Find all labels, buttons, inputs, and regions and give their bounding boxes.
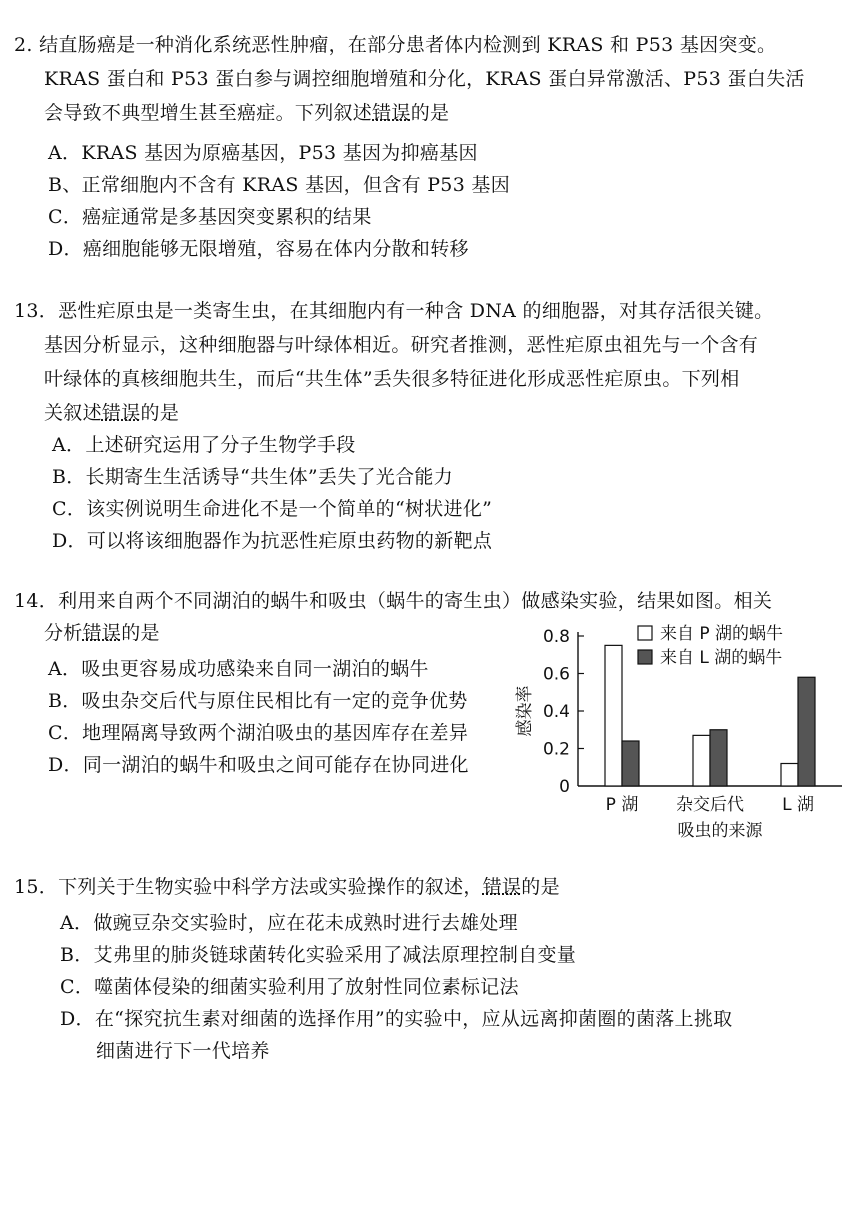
q14-stem-line-2 xyxy=(44,618,160,648)
q13-option-c[interactable]: C．该实例说明生命进化不是一个简单的“树状进化” xyxy=(52,498,493,520)
q12-stem-line-1: 2. 结直肠癌是一种消化系统恶性肿瘤，在部分患者体内检测到 KRAS 和 P53 基因突变。 xyxy=(14,34,777,56)
x-tick-label: L 湖 xyxy=(782,795,814,815)
y-tick-label: 0.8 xyxy=(542,627,570,647)
q13-option-a[interactable]: A．上述研究运用了分子生物学手段 xyxy=(52,434,356,456)
q15-option-a[interactable]: A．做豌豆杂交实验时，应在花未成熟时进行去雄处理 xyxy=(60,912,518,934)
q13-option-b[interactable]: B．长期寄生生活诱导“共生体”丢失了光合能力 xyxy=(52,466,453,488)
legend-swatch xyxy=(638,650,652,664)
q13-stem-text: 关叙述 xyxy=(44,402,102,424)
q12-stem-text: 会导致不典型增生甚至癌症。下列叙述 xyxy=(44,102,373,124)
bar-l-lake-snail xyxy=(798,677,815,786)
q13-stem-line-1: 13．恶性疟原虫是一类寄生虫，在其细胞内有一种含 DNA 的细胞器，对其存活很关键。 xyxy=(14,300,774,322)
q14-option-d[interactable]: D．同一湖泊的蜗牛和吸虫之间可能存在协同进化 xyxy=(48,754,469,776)
q13-option-d[interactable]: D．可以将该细胞器作为抗恶性疟原虫药物的新靶点 xyxy=(52,530,493,552)
y-tick-label: 0.2 xyxy=(542,739,570,760)
q13-stem-line-3: 叶绿体的真核细胞共生，而后“共生体”丢失很多特征进化形成恶性疟原虫。下列相 xyxy=(44,368,740,390)
q12-option-d[interactable]: D．癌细胞能够无限增殖，容易在体内分散和转移 xyxy=(48,238,469,260)
q14-option-c[interactable]: C．地理隔离导致两个湖泊吸虫的基因库存在差异 xyxy=(48,722,469,744)
q13-stem-end: 的是 xyxy=(140,402,180,424)
x-tick-label: P 湖 xyxy=(605,795,639,815)
q15-option-b[interactable]: B．艾弗里的肺炎链球菌转化实验采用了减法原理控制自变量 xyxy=(60,944,577,966)
q14-stem-end: 的是 xyxy=(121,622,160,644)
q15-option-d[interactable]: D．在“探究抗生素对细菌的选择作用”的实验中，应从远离抑菌圈的菌落上挑取 xyxy=(60,1008,733,1030)
legend-label: 来自 P 湖的蜗牛 xyxy=(660,624,784,644)
bar-p-lake-snail xyxy=(605,645,622,786)
q15-option-c[interactable]: C．噬菌体侵染的细菌实验利用了放射性同位素标记法 xyxy=(60,976,519,998)
q14-emphasis-word: 错误 xyxy=(82,622,122,644)
legend-label: 来自 L 湖的蜗牛 xyxy=(660,648,783,668)
q15-option-d-continued: 细菌进行下一代培养 xyxy=(96,1040,270,1062)
q12-stem-line-2: KRAS 蛋白和 P53 蛋白参与调控细胞增殖和分化，KRAS 蛋白异常激活、P53 蛋白失活 xyxy=(44,68,805,90)
legend-swatch xyxy=(638,626,652,640)
q15-emphasis-word: 错误 xyxy=(482,876,522,898)
q14-stem-line-1: 14．利用来自两个不同湖泊的蜗牛和吸虫（蜗牛的寄生虫）做感染实验，结果如图。相关 xyxy=(14,590,773,612)
y-tick-label: 0.6 xyxy=(542,664,570,685)
q14-stem-text: 分析 xyxy=(44,622,83,644)
q12-emphasis-word: 错误 xyxy=(372,102,411,124)
q13-emphasis-word: 错误 xyxy=(101,402,141,424)
q12-stem-line-3 xyxy=(44,98,449,128)
q13-stem-line-2: 基因分析显示，这种细胞器与叶绿体相近。研究者推测，恶性疟原虫祖先与一个含有 xyxy=(44,334,759,356)
q15-stem-end: 的是 xyxy=(521,876,560,898)
bar-p-lake-snail xyxy=(781,764,798,787)
y-axis-label: 感染率 xyxy=(515,685,535,737)
y-tick-label: 0.4 xyxy=(542,702,570,722)
q12-option-b[interactable]: B、正常细胞内不含有 KRAS 基因，但含有 P53 基因 xyxy=(48,174,511,196)
q15-stem-line-1 xyxy=(14,872,560,902)
q15-stem-text: 15．下列关于生物实验中科学方法或实验操作的叙述， xyxy=(14,876,483,898)
q12-option-a[interactable]: A．KRAS 基因为原癌基因，P53 基因为抑癌基因 xyxy=(48,142,478,164)
q14-option-b[interactable]: B．吸虫杂交后代与原住民相比有一定的竞争优势 xyxy=(48,690,468,712)
bar-l-lake-snail xyxy=(710,730,727,786)
bar-p-lake-snail xyxy=(693,735,710,786)
q12-stem-end: 的是 xyxy=(410,102,450,124)
q14-option-a[interactable]: A．吸虫更容易成功感染来自同一湖泊的蜗牛 xyxy=(48,658,429,680)
bar-l-lake-snail xyxy=(622,741,639,786)
q12-option-c[interactable]: C．癌症通常是多基因突变累积的结果 xyxy=(48,206,372,228)
x-tick-label: 杂交后代 xyxy=(676,795,744,815)
x-axis-label: 吸虫的来源 xyxy=(677,821,763,841)
q13-stem-line-4 xyxy=(44,398,179,428)
y-tick-label: 0 xyxy=(559,777,570,797)
infection-rate-chart xyxy=(515,618,850,850)
